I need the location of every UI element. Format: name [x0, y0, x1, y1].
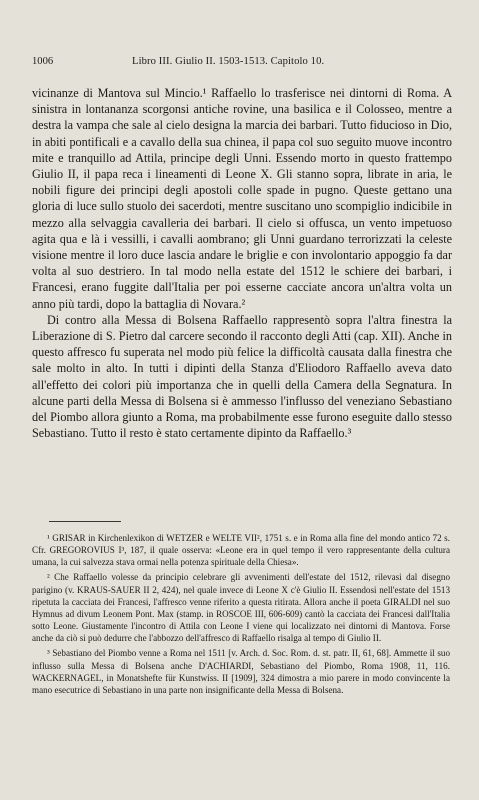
- footnote-2: ² Che Raffaello volesse da principio celebrare gli avvenimenti dell'estate del 1512, rilevasi dal disegno parigino (v. KRAUS-SAUER II 2, 424), nel quale invece di Leone X c'è Giulio II. Essendosi nell'estate del 1513 ripetuta la cacciata dei Francesi, l'affresco venne riferito a questa ritirata. Allora anche il poeta GIRALDI nel suo Hymnus ad divum Leonem Pont. Max (stamp. in ROSCOE III, 606-609) cantò la cacciata dei Francesi dall'Italia sotto Leone. Giustamente l'incontro di Attila con Leone I viene qui localizzato nei dintorni di Mantova. Forse anche da ciò si può dedurre che l'abbozzo dell'affresco di Raffaello risalga al tempo di Giulio II.: [32, 572, 450, 644]
- footnote-3: ³ Sebastiano del Piombo venne a Roma nel 1511 [v. Arch. d. Soc. Rom. d. st. patr. II, 61, 68]. Ammette il suo influsso sulla Messa di Bolsena anche D'ACHIARDI, Sebastiano del Piombo, Roma 1908, 11, 116. WACKERNAGEL, in Monatshefte für Kunstwiss. II [1909], 324 dimostra a mio parere in modo convincente la mano esecutrice di Sebastiano in una parte non insignificante della Messa di Bolsena.: [32, 648, 450, 695]
- footnote-divider: [49, 521, 121, 522]
- body-paragraph: Di contro alla Messa di Bolsena Raffaello rappresentò sopra l'altra finestra la Liberazione di S. Pietro dal carcere secondo il racconto degli Atti (cap. XII). Anche in questo affresco fu superata nel modo più felice la difficoltà causata dalla finestra che sale molto in alto. In tutti i dipinti della Stanza d'Eliodoro Raffaello aveva dato all'effetto dei colori più importanza che in quelli della Camera della Segnatura. In alcune parti della Messa di Bolsena si è ammesso l'influsso del veneziano Sebastiano del Piombo allora giunto a Roma, ma probabilmente esse furono eseguite dallo stesso Sebastiano. Tutto il resto è stato certamente dipinto da Raffaello.³: [32, 312, 452, 441]
- running-head: Libro III. Giulio II. 1503-1513. Capitolo 10.: [132, 56, 325, 67]
- page-header: [32, 56, 449, 70]
- footnotes: [32, 532, 450, 699]
- page-number: 1006: [32, 56, 54, 67]
- body-paragraph: vicinanze di Mantova sul Mincio.¹ Raffaello lo trasferisce nei dintorni di Roma. A sinistra in lontananza scorgonsi antiche rovine, una basilica e il Colosseo, mentre a destra la vampa che sale al cielo designa la marcia dei barbari. Tutto fiducioso in Dio, in abiti pontificali e a cavallo della sua chinea, il papa col suo seguito muove incontro mite e tranquillo ad Attila, principe degli Unni. Essendo morto in questo frattempo Giulio II, il papa reca i lineamenti di Leone X. Gli stanno sopra, librate in aria, le nobili figure dei principi degli apostoli colle spade in pugno. Queste gettano una gloria di luce sullo stuolo dei sacerdoti, mentre suscitano uno scompiglio indicibile in mezzo alla selvaggia cavalleria dei barbari. Il cielo si offusca, un vento impetuoso agita qua e là i vessilli, i cavalli aombrano; gli Unni guardano terrorizzati la celeste visione mentre il loro duce lascia andare le briglie e con involontario appoggio fa dar volta al suo destriero. In tal modo nella estate del 1512 le schiere dei barbari, i Francesi, erano fuggite dall'Italia per poi esserne cacciate ancora un'altra volta un anno più tardi, dopo la battaglia di Novara.²: [32, 86, 452, 311]
- footnote-1: ¹ GRISAR in Kirchenlexikon di WETZER e WELTE VII², 1751 s. e in Roma alla fine del mondo antico 72 s. Cfr. GREGOROVIUS I³, 187, il quale osserva: «Leone era in quel tempo il vero rappresentante della cultura umana, la cui salvezza stava ormai nella potenza spirituale della Chiesa».: [32, 533, 450, 568]
- main-text: [32, 85, 452, 441]
